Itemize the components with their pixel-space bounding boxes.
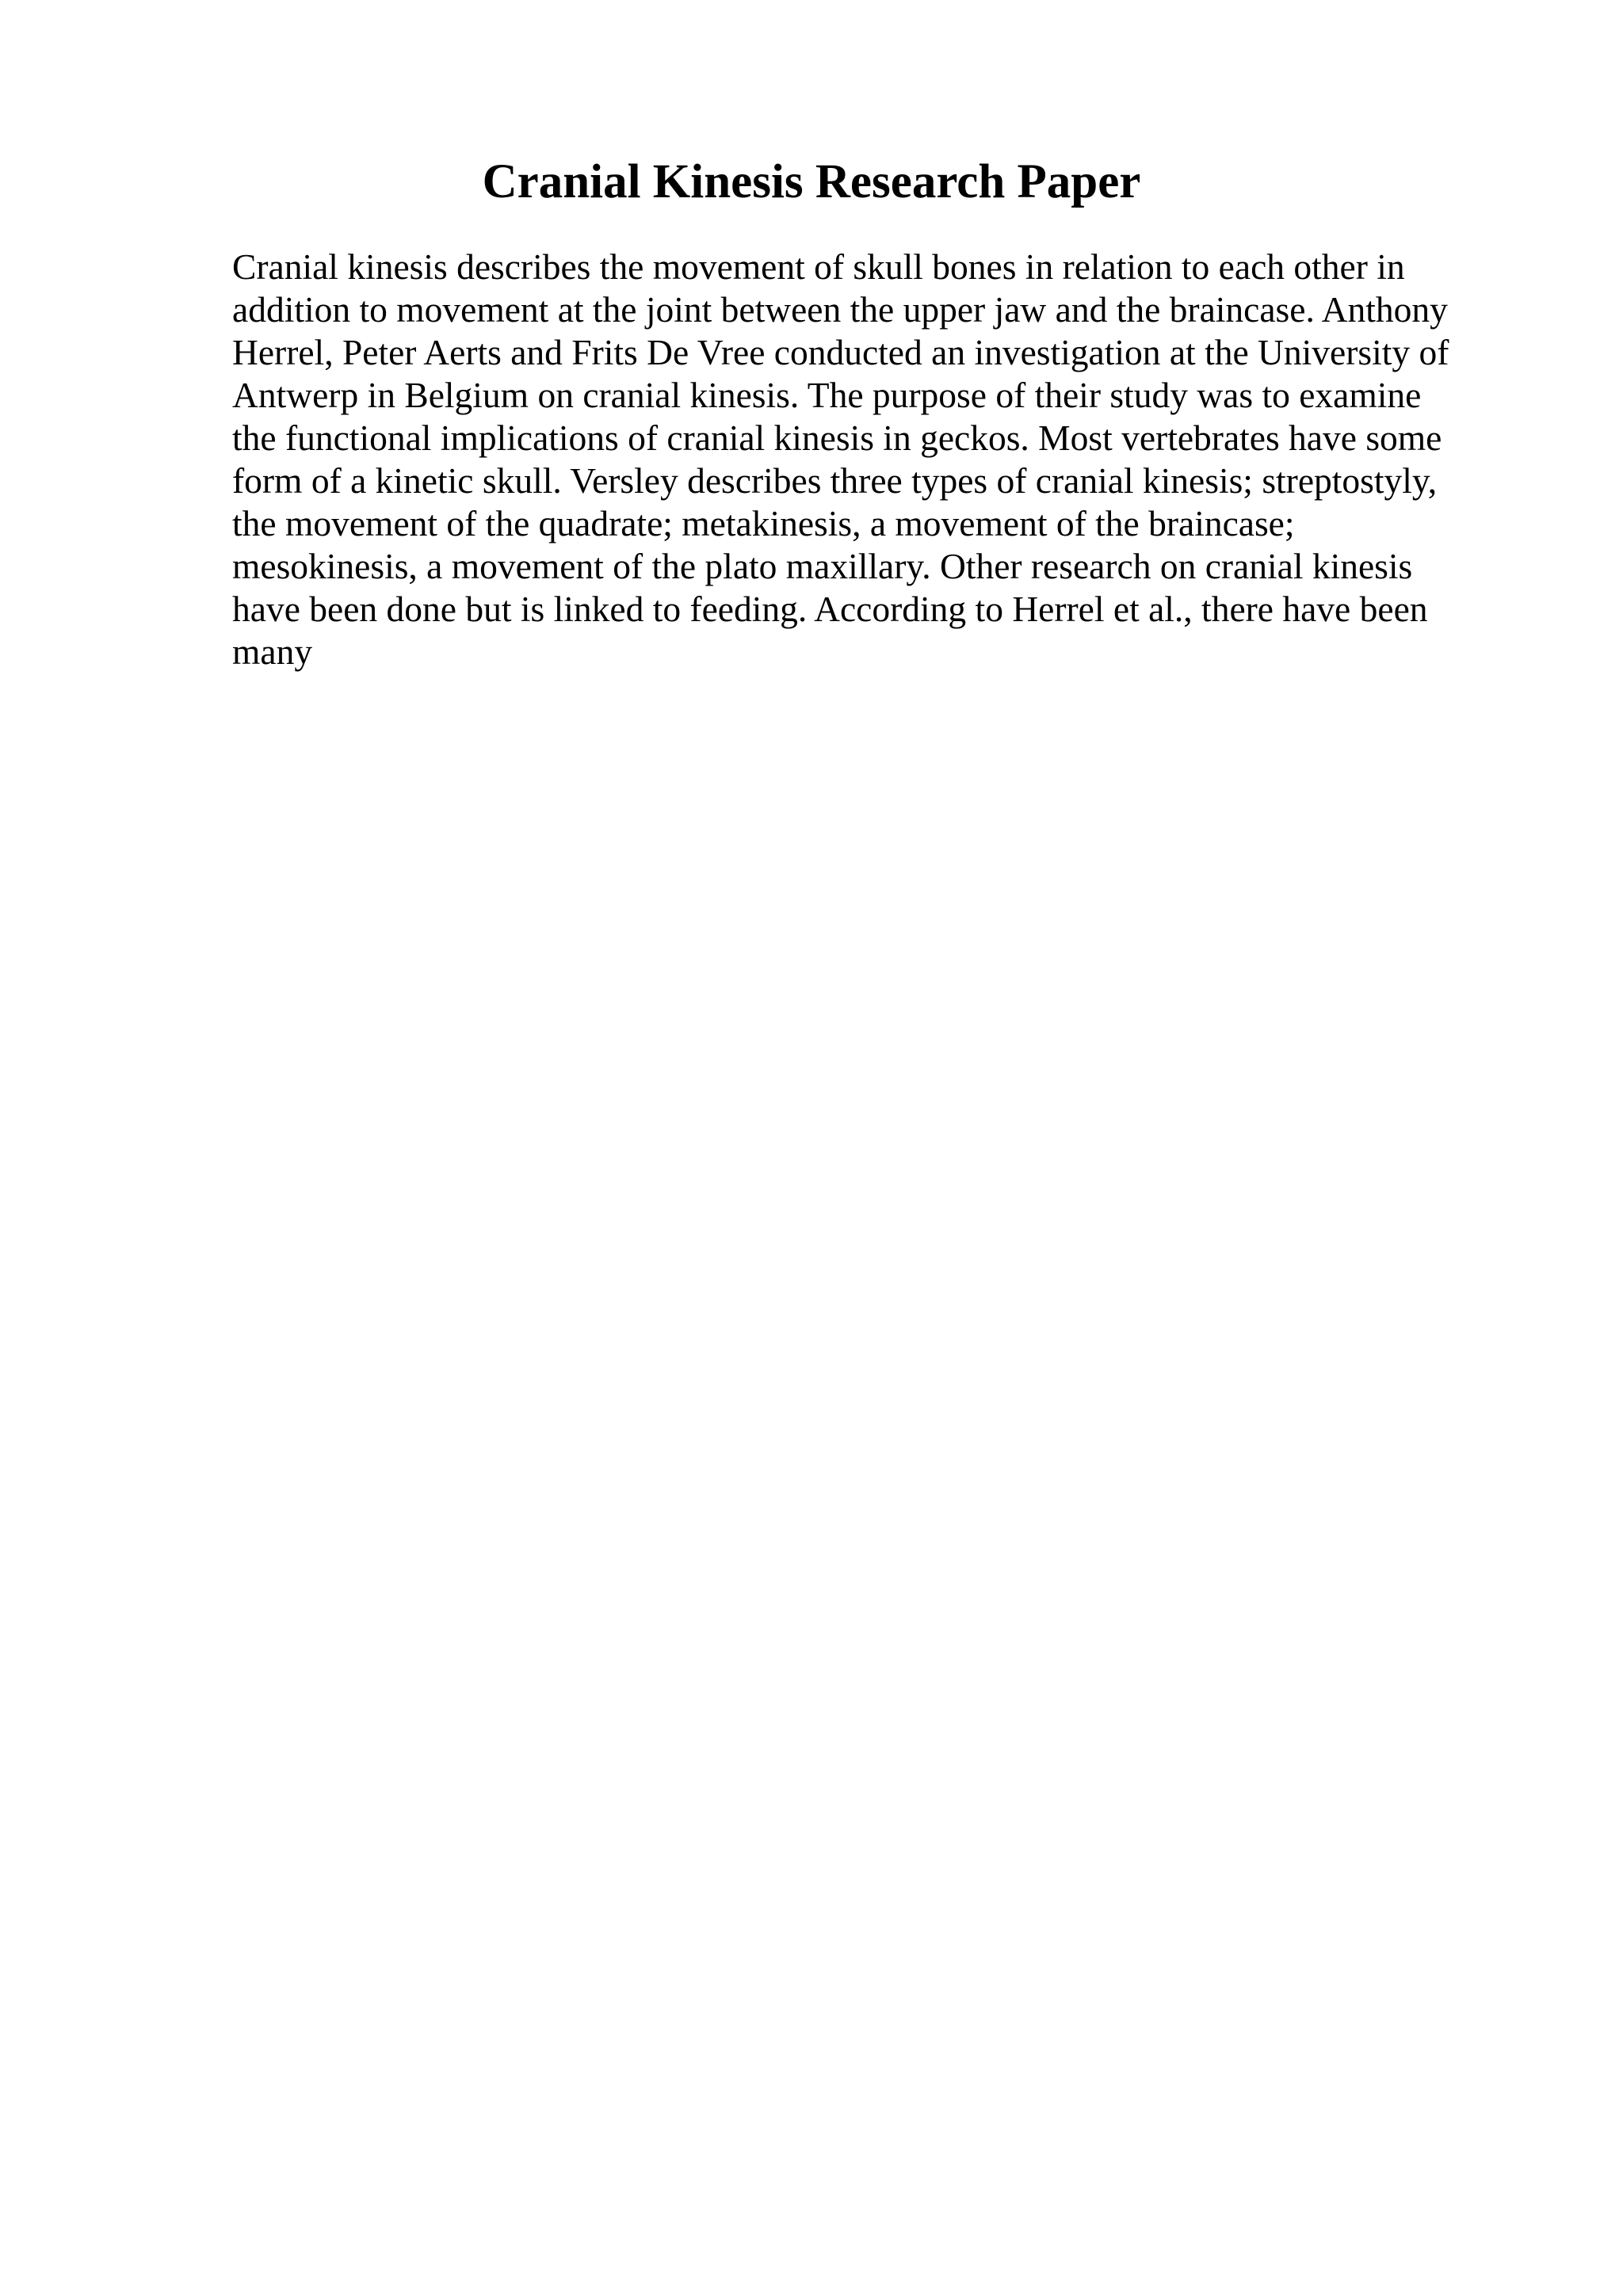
paragraph-line: the movement of the quadrate; metakinesis, a movement of the braincase;: [232, 503, 1295, 543]
paragraph-line: many: [232, 631, 313, 672]
body-paragraph: [232, 246, 1500, 673]
paragraph-line: Herrel, Peter Aerts and Frits De Vree conducted an investigation at the University of: [232, 332, 1449, 372]
paragraph-line: Antwerp in Belgium on cranial kinesis. The purpose of their study was to examine: [232, 375, 1422, 415]
paragraph-line: mesokinesis, a movement of the plato maxillary. Other research on cranial kinesis: [232, 546, 1413, 586]
paragraph-line: have been done but is linked to feeding. According to Herrel et al., there have been: [232, 589, 1428, 629]
paragraph-line: Cranial kinesis describes the movement of skull bones in relation to each other in: [232, 246, 1405, 287]
page-title: Cranial Kinesis Research Paper: [482, 155, 1141, 208]
paragraph-line: the functional implications of cranial kinesis in geckos. Most vertebrates have some: [232, 418, 1442, 458]
paragraph-line: addition to movement at the joint between the upper jaw and the braincase. Anthony: [232, 289, 1448, 330]
paragraph-line: form of a kinetic skull. Versley describes three types of cranial kinesis; streptostyly,: [232, 460, 1438, 501]
